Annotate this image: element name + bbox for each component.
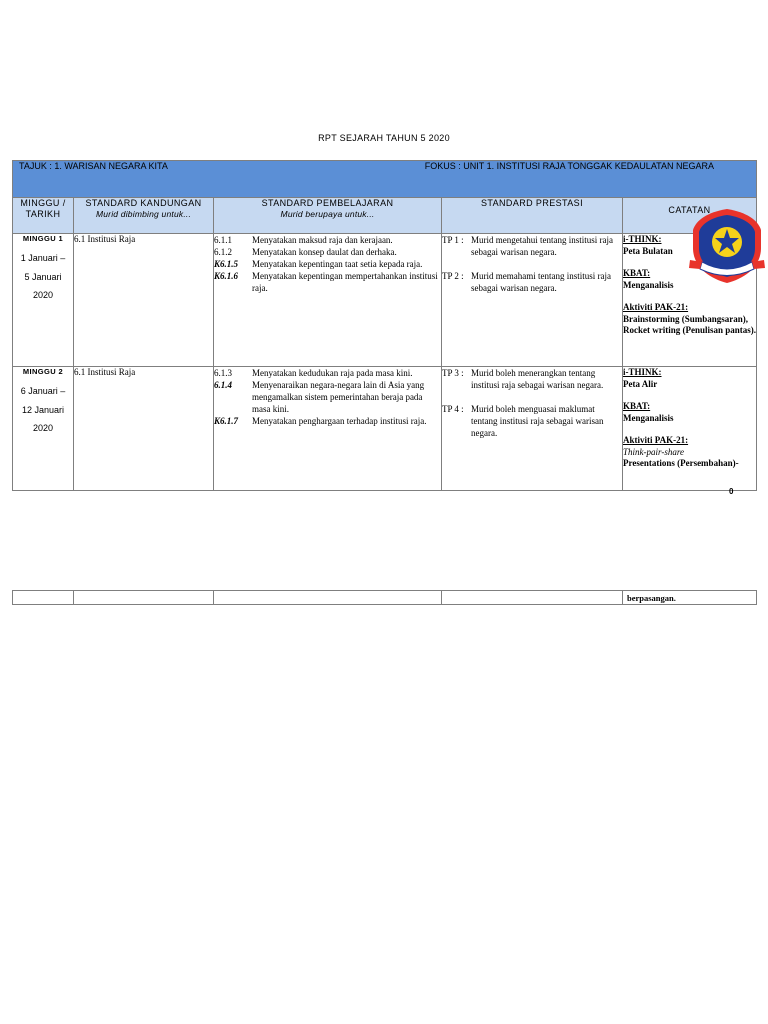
continuation-text: berpasangan. xyxy=(623,591,757,605)
catatan-cell: i-THINK: Peta Alir KBAT: Menganalisis Aktiviti PAK-21: Think-pair-share Presentations (Persembahan)- xyxy=(623,367,757,491)
sp-item: K6.1.6 Menyatakan kepentingan mempertahankan institusi raja. xyxy=(214,271,438,293)
document-title: RPT SEJARAH TAHUN 5 2020 xyxy=(318,133,450,143)
sp-item: 6.1.3 Menyatakan kedudukan raja pada masa kini. xyxy=(214,368,413,378)
standard-prestasi-cell xyxy=(442,234,623,367)
prestasi-item: TP 2 : Murid memahami tentang institusi raja sebagai warisan negara. xyxy=(442,271,611,293)
week-label: MINGGU 1 xyxy=(22,234,64,243)
standard-kandungan-cell: 6.1 Institusi Raja xyxy=(74,367,214,491)
page-number: 0 xyxy=(729,487,734,496)
sp-item: 6.1.1 Menyatakan maksud raja dan kerajaan. xyxy=(214,235,393,245)
header-sp-sub: Murid berupaya untuk... xyxy=(280,209,375,219)
prestasi-item: TP 1 : Murid mengetahui tentang institusi raja sebagai warisan negara. xyxy=(442,235,613,257)
week-year: 2020 xyxy=(32,290,54,300)
table-row xyxy=(13,234,757,367)
header-row xyxy=(13,198,757,234)
sp-item: K6.1.7 Menyatakan penghargaan terhadap institusi raja. xyxy=(214,416,427,426)
prestasi-item: TP 3 : Murid boleh menerangkan tentang institusi raja sebagai warisan negara. xyxy=(442,368,604,390)
week-label: MINGGU 2 xyxy=(22,367,64,376)
school-logo-icon xyxy=(688,206,766,286)
standard-pembelajaran-cell xyxy=(214,234,442,367)
week-date-end: 5 Januari xyxy=(24,272,62,282)
week-date: 6 Januari – xyxy=(20,386,66,396)
topic-row xyxy=(13,161,757,198)
focus-title: FOKUS : UNIT 1. INSTITUSI RAJA TONGGAK KEDAULATAN NEGARA xyxy=(424,161,714,171)
catatan-cell: i-THINK: Peta Bulatan KBAT: Menganalisis Aktiviti PAK-21: Brainstorming (Sumbangsaran), Rocket writing (Penulisan pantas). xyxy=(623,234,757,367)
prestasi-item: TP 4 : Murid boleh menguasai maklumat tentang institusi raja sebagai warisan negara. xyxy=(442,404,604,438)
standard-prestasi-cell xyxy=(442,367,623,491)
week-cell xyxy=(13,234,74,367)
standard-kandungan-cell: 6.1 Institusi Raja xyxy=(74,234,214,367)
sp-item: 6.1.4 Menyenaraikan negara-negara lain di Asia yang mengamalkan sistem pemerintahan beraja pada masa kini. xyxy=(214,380,425,414)
rpt-table xyxy=(12,160,757,491)
week-year: 2020 xyxy=(32,423,54,433)
sp-item: K6.1.5 Menyatakan kepentingan taat setia kepada raja. xyxy=(214,259,423,269)
sp-item: 6.1.2 Menyatakan konsep daulat dan derhaka. xyxy=(214,247,397,257)
header-minggu: MINGGU / TARIKH xyxy=(13,198,74,234)
week-cell xyxy=(13,367,74,491)
week-date-end: 12 Januari xyxy=(21,405,65,415)
standard-pembelajaran-cell xyxy=(214,367,442,491)
header-standard-kandungan: STANDARD KANDUNGAN Murid dibimbing untuk... xyxy=(74,198,214,234)
table-row xyxy=(13,367,757,491)
header-standard-prestasi: STANDARD PRESTASI xyxy=(442,198,623,234)
header-sk-sub: Murid dibimbing untuk... xyxy=(95,209,192,219)
topic-title: TAJUK : 1. WARISAN NEGARA KITA xyxy=(19,161,168,171)
continuation-table xyxy=(12,590,757,605)
table-row xyxy=(13,591,757,605)
week-date: 1 Januari – xyxy=(20,253,66,263)
header-standard-pembelajaran: STANDARD PEMBELAJARAN Murid berupaya untuk... xyxy=(214,198,442,234)
header-catatan: CATATAN xyxy=(623,198,757,234)
